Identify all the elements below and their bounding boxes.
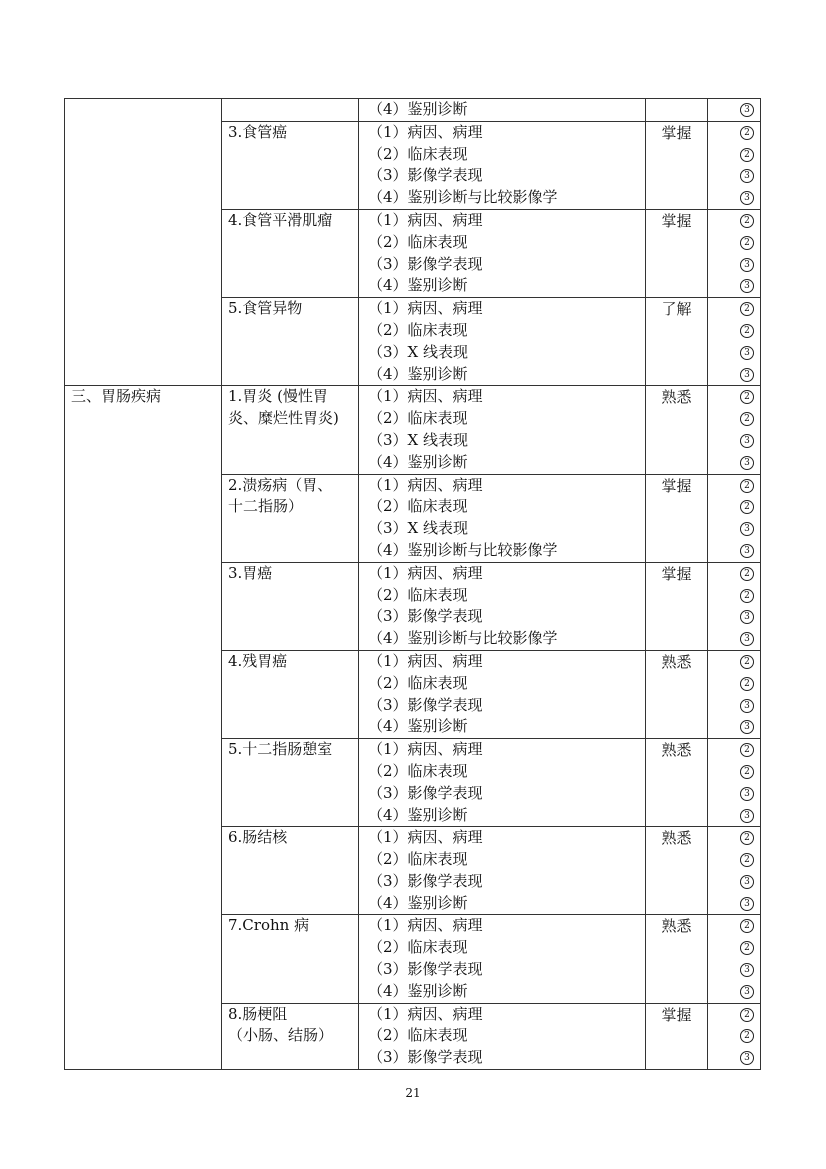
content-item: （1）病因、病理 (368, 651, 483, 670)
level-line (708, 651, 760, 673)
contents-cell (359, 650, 646, 738)
contents-cell (359, 298, 646, 386)
content-item: （4）鉴别诊断 (368, 717, 468, 736)
topic-line: 3.胃癌 (228, 563, 273, 582)
topic-cell (222, 121, 359, 209)
level-line (708, 496, 760, 518)
level-mark: 3 (740, 346, 754, 360)
level-mark: 2 (740, 831, 754, 845)
level-mark: 3 (740, 610, 754, 624)
level-line (708, 959, 760, 981)
level-line (708, 1025, 760, 1047)
topic-cell (222, 474, 359, 562)
page-number: 21 (405, 1086, 421, 1100)
content-item: （4）鉴别诊断与比较影像学 (368, 188, 558, 207)
topic-line: 4.食管平滑肌瘤 (228, 210, 333, 229)
level-line (708, 122, 760, 144)
topic-line: 1.胃炎 (慢性胃 (228, 387, 328, 406)
topic-cell (222, 209, 359, 297)
content-item: （4）鉴别诊断 (368, 364, 468, 383)
level-mark: 2 (740, 1029, 754, 1043)
level-mark: 3 (740, 897, 754, 911)
level-mark: 2 (740, 412, 754, 426)
level-cell (708, 562, 761, 650)
content-item: （4）鉴别诊断 (368, 893, 468, 912)
level-mark: 2 (740, 148, 754, 162)
content-item: （4）鉴别诊断 (368, 805, 468, 824)
level-line (708, 99, 760, 121)
topic-line: 3.食管癌 (228, 122, 288, 141)
level-line (708, 783, 760, 805)
level-line (708, 981, 760, 1003)
requirement-cell: 熟悉 (646, 650, 708, 738)
content-item: （4）鉴别诊断 (368, 452, 468, 471)
level-line (708, 739, 760, 761)
level-cell (708, 209, 761, 297)
level-line (708, 893, 760, 915)
contents-cell (359, 474, 646, 562)
level-mark: 3 (740, 720, 754, 734)
level-line (708, 827, 760, 849)
level-cell (708, 915, 761, 1003)
topic-cell (222, 915, 359, 1003)
level-mark: 3 (740, 456, 754, 470)
level-mark: 2 (740, 236, 754, 250)
contents-cell (359, 739, 646, 827)
level-line (708, 475, 760, 497)
level-mark: 2 (740, 589, 754, 603)
topic-cell (222, 1003, 359, 1069)
level-mark: 2 (740, 765, 754, 779)
content-item: （3）影像学表现 (368, 695, 483, 714)
content-item: （1）病因、病理 (368, 122, 483, 141)
level-cell (708, 474, 761, 562)
topic-cell (222, 562, 359, 650)
level-mark: 2 (740, 500, 754, 514)
level-cell (708, 121, 761, 209)
level-mark: 3 (740, 368, 754, 382)
level-line (708, 871, 760, 893)
content-item: （3）影像学表现 (368, 1048, 483, 1067)
level-line (708, 915, 760, 937)
level-mark: 2 (740, 479, 754, 493)
level-line (708, 761, 760, 783)
topic-cell (222, 99, 359, 122)
level-cell (708, 386, 761, 474)
level-mark: 2 (740, 302, 754, 316)
level-cell (708, 739, 761, 827)
requirement-cell: 掌握 (646, 562, 708, 650)
level-mark: 3 (740, 522, 754, 536)
content-item: （3）影像学表现 (368, 960, 483, 979)
level-line (708, 364, 760, 386)
content-item: （1）病因、病理 (368, 563, 483, 582)
level-line (708, 275, 760, 297)
level-line (708, 342, 760, 364)
level-line (708, 716, 760, 738)
content-item: （3）X 线表现 (368, 430, 468, 449)
level-mark: 2 (740, 214, 754, 228)
chapter-cell (65, 386, 222, 1070)
topic-line: 5.食管异物 (228, 299, 303, 318)
level-mark: 2 (740, 941, 754, 955)
level-line (708, 187, 760, 209)
topic-cell (222, 386, 359, 474)
level-mark: 2 (740, 853, 754, 867)
level-mark: 3 (740, 258, 754, 272)
requirement-cell: 熟悉 (646, 739, 708, 827)
topic-line: 5.十二指肠憩室 (228, 740, 333, 759)
topic-cell (222, 739, 359, 827)
requirement-cell (646, 99, 708, 122)
content-item: （1）病因、病理 (368, 828, 483, 847)
content-item: （2）临床表现 (368, 144, 468, 163)
level-line (708, 144, 760, 166)
content-item: （3）影像学表现 (368, 871, 483, 890)
content-item: （1）病因、病理 (368, 387, 483, 406)
content-item: （4）鉴别诊断 (368, 981, 468, 1000)
requirement-cell: 掌握 (646, 474, 708, 562)
content-item: （1）病因、病理 (368, 740, 483, 759)
level-line (708, 232, 760, 254)
level-mark: 3 (740, 632, 754, 646)
table-row (65, 99, 761, 122)
contents-cell (359, 121, 646, 209)
content-item: （3）影像学表现 (368, 254, 483, 273)
level-cell (708, 99, 761, 122)
contents-cell (359, 1003, 646, 1069)
level-mark: 3 (740, 434, 754, 448)
contents-cell (359, 827, 646, 915)
level-mark: 3 (740, 103, 754, 117)
level-mark: 2 (740, 567, 754, 581)
contents-cell (359, 562, 646, 650)
topic-line: 8.肠梗阻 (228, 1004, 288, 1023)
topic-line: 十二指肠） (228, 497, 304, 516)
chapter-cell (65, 99, 222, 386)
content-item: （2）临床表现 (368, 850, 468, 869)
topic-line: 4.残胃癌 (228, 651, 288, 670)
level-line (708, 1047, 760, 1069)
content-item: （2）临床表现 (368, 497, 468, 516)
level-line (708, 937, 760, 959)
content-item: （1）病因、病理 (368, 1004, 483, 1023)
topic-line: 6.肠结核 (228, 828, 288, 847)
content-item: （2）临床表现 (368, 673, 468, 692)
level-mark: 2 (740, 919, 754, 933)
level-line (708, 540, 760, 562)
level-mark: 2 (740, 126, 754, 140)
content-item: （1）病因、病理 (368, 916, 483, 935)
level-line (708, 585, 760, 607)
level-line (708, 452, 760, 474)
level-cell (708, 298, 761, 386)
chapter-title: 三、胃肠疾病 (71, 387, 162, 406)
content-item: （4）鉴别诊断 (368, 100, 468, 118)
level-line (708, 320, 760, 342)
topic-cell (222, 298, 359, 386)
level-mark: 3 (740, 544, 754, 558)
level-mark: 2 (740, 324, 754, 338)
content-item: （2）临床表现 (368, 938, 468, 957)
content-item: （3）影像学表现 (368, 783, 483, 802)
requirement-cell: 熟悉 (646, 386, 708, 474)
level-mark: 2 (740, 743, 754, 757)
level-mark: 3 (740, 875, 754, 889)
content-item: （2）临床表现 (368, 232, 468, 251)
content-item: （1）病因、病理 (368, 299, 483, 318)
level-cell (708, 1003, 761, 1069)
requirement-cell: 掌握 (646, 1003, 708, 1069)
level-line (708, 386, 760, 408)
content-item: （2）临床表现 (368, 585, 468, 604)
contents-cell (359, 386, 646, 474)
content-item: （3）影像学表现 (368, 166, 483, 185)
content-item: （1）病因、病理 (368, 210, 483, 229)
topic-line: （小肠、结肠） (228, 1026, 334, 1045)
content-item: （3）X 线表现 (368, 342, 468, 361)
level-mark: 3 (740, 169, 754, 183)
requirement-cell: 熟悉 (646, 827, 708, 915)
level-line (708, 1004, 760, 1026)
level-line (708, 210, 760, 232)
contents-cell (359, 915, 646, 1003)
content-item: （2）临床表现 (368, 1026, 468, 1045)
requirement-cell: 掌握 (646, 209, 708, 297)
content-item: （4）鉴别诊断与比较影像学 (368, 540, 558, 559)
level-mark: 2 (740, 655, 754, 669)
level-mark: 3 (740, 963, 754, 977)
level-line (708, 298, 760, 320)
table-row (65, 386, 761, 474)
topic-cell (222, 827, 359, 915)
level-cell (708, 827, 761, 915)
content-item: （1）病因、病理 (368, 475, 483, 494)
level-line (708, 518, 760, 540)
level-line (708, 165, 760, 187)
requirement-cell: 了解 (646, 298, 708, 386)
level-cell (708, 650, 761, 738)
content-item: （2）临床表现 (368, 320, 468, 339)
level-mark: 3 (740, 809, 754, 823)
level-line (708, 430, 760, 452)
level-mark: 3 (740, 279, 754, 293)
level-mark: 3 (740, 1051, 754, 1065)
content-item: （2）临床表现 (368, 409, 468, 428)
content-item: （4）鉴别诊断 (368, 276, 468, 295)
topic-line: 2.溃疡病（胃、 (228, 475, 333, 494)
level-mark: 2 (740, 390, 754, 404)
level-line (708, 805, 760, 827)
content-item: （3）影像学表现 (368, 607, 483, 626)
level-mark: 3 (740, 699, 754, 713)
topic-line: 7.Crohn 病 (228, 916, 310, 935)
syllabus-table (64, 98, 761, 1070)
topic-line: 炎、糜烂性胃炎) (228, 409, 339, 428)
level-mark: 3 (740, 985, 754, 999)
requirement-cell: 掌握 (646, 121, 708, 209)
level-line (708, 673, 760, 695)
level-line (708, 563, 760, 585)
content-item: （2）临床表现 (368, 761, 468, 780)
level-mark: 3 (740, 787, 754, 801)
level-line (708, 606, 760, 628)
level-line (708, 408, 760, 430)
level-line (708, 695, 760, 717)
topic-cell (222, 650, 359, 738)
requirement-cell: 熟悉 (646, 915, 708, 1003)
contents-cell (359, 209, 646, 297)
level-mark: 2 (740, 1008, 754, 1022)
content-item: （4）鉴别诊断与比较影像学 (368, 629, 558, 648)
contents-cell (359, 99, 646, 122)
level-line (708, 254, 760, 276)
level-mark: 3 (740, 191, 754, 205)
level-line (708, 849, 760, 871)
level-mark: 2 (740, 677, 754, 691)
content-item: （3）X 线表现 (368, 519, 468, 538)
level-line (708, 628, 760, 650)
